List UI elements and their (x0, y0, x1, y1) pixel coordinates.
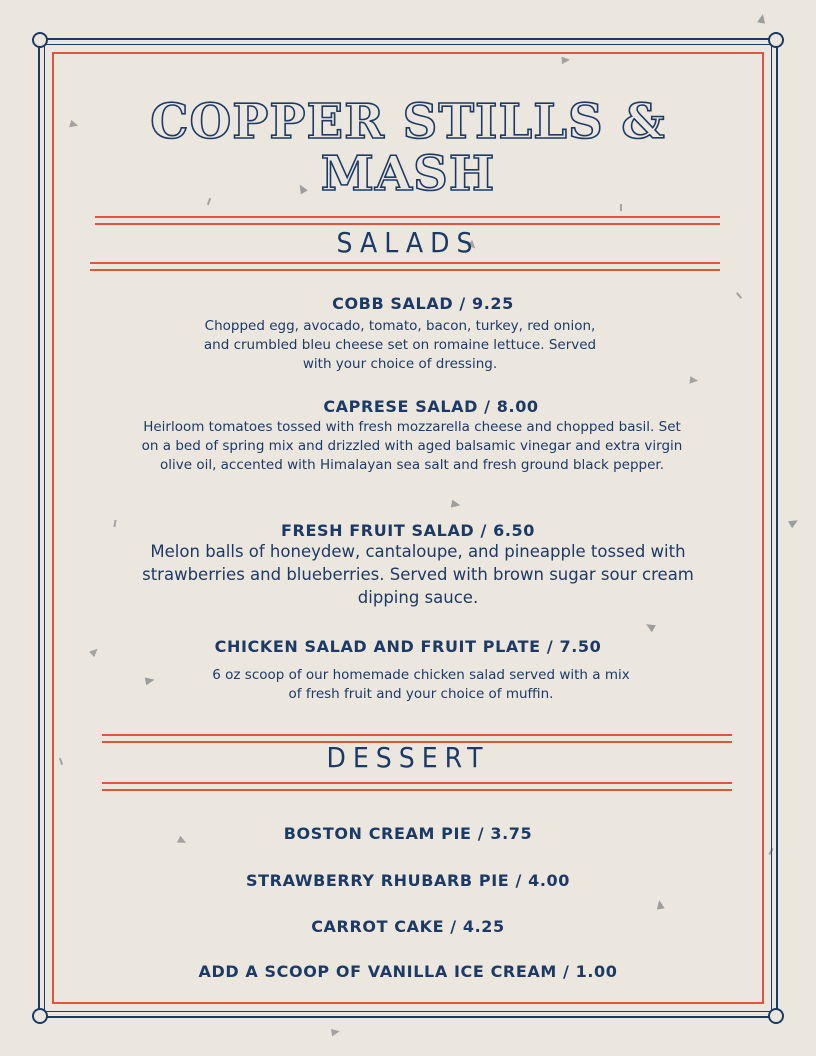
speck-decoration (757, 13, 767, 23)
corner-ornament-icon (768, 32, 784, 48)
menu-item-title: CAPRESE SALAD / 8.00 (323, 397, 539, 416)
menu-item-title: ADD A SCOOP OF VANILLA ICE CREAM / 1.00 (198, 962, 618, 981)
menu-item-description: Melon balls of honeydew, cantaloupe, and pineapple tossed with strawberries and blueberries. Served with brown sugar sour cream dipping sauce. (142, 542, 694, 607)
speck-decoration (329, 1029, 340, 1038)
menu-item-title: COBB SALAD / 9.25 (332, 294, 514, 313)
corner-ornament-icon (768, 1008, 784, 1024)
menu-item-title: CARROT CAKE / 4.25 (311, 917, 505, 936)
restaurant-title: COPPER STILLS & MASH (150, 94, 666, 202)
corner-ornament-icon (32, 1008, 48, 1024)
menu-item-description: Chopped egg, avocado, tomato, bacon, turkey, red onion, and crumbled bleu cheese set on romaine lettuce. Served with your choice of dressing. (203, 318, 597, 372)
section-heading-dessert: DESSERT (326, 741, 490, 774)
divider (90, 262, 720, 271)
menu-item-title: STRAWBERRY RHUBARB PIE / 4.00 (246, 871, 570, 890)
section-heading-salads: SALADS (336, 226, 480, 259)
menu-item-title: FRESH FRUIT SALAD / 6.50 (281, 521, 535, 540)
menu-item-title: CHICKEN SALAD AND FRUIT PLATE / 7.50 (214, 637, 602, 656)
menu-item-title: BOSTON CREAM PIE / 3.75 (283, 824, 533, 843)
menu-item-description: Heirloom tomatoes tossed with fresh mozzarella cheese and chopped basil. Set on a bed of spring mix and drizzled with aged balsamic vinegar and extra virgin olive oil, accented with Himalayan sea salt and fresh ground black pepper. (141, 419, 683, 473)
divider (95, 216, 720, 225)
divider (102, 782, 732, 791)
menu-item-description: 6 oz scoop of our homemade chicken salad served with a mix of fresh fruit and your choice of muffin. (212, 667, 630, 702)
corner-ornament-icon (32, 32, 48, 48)
